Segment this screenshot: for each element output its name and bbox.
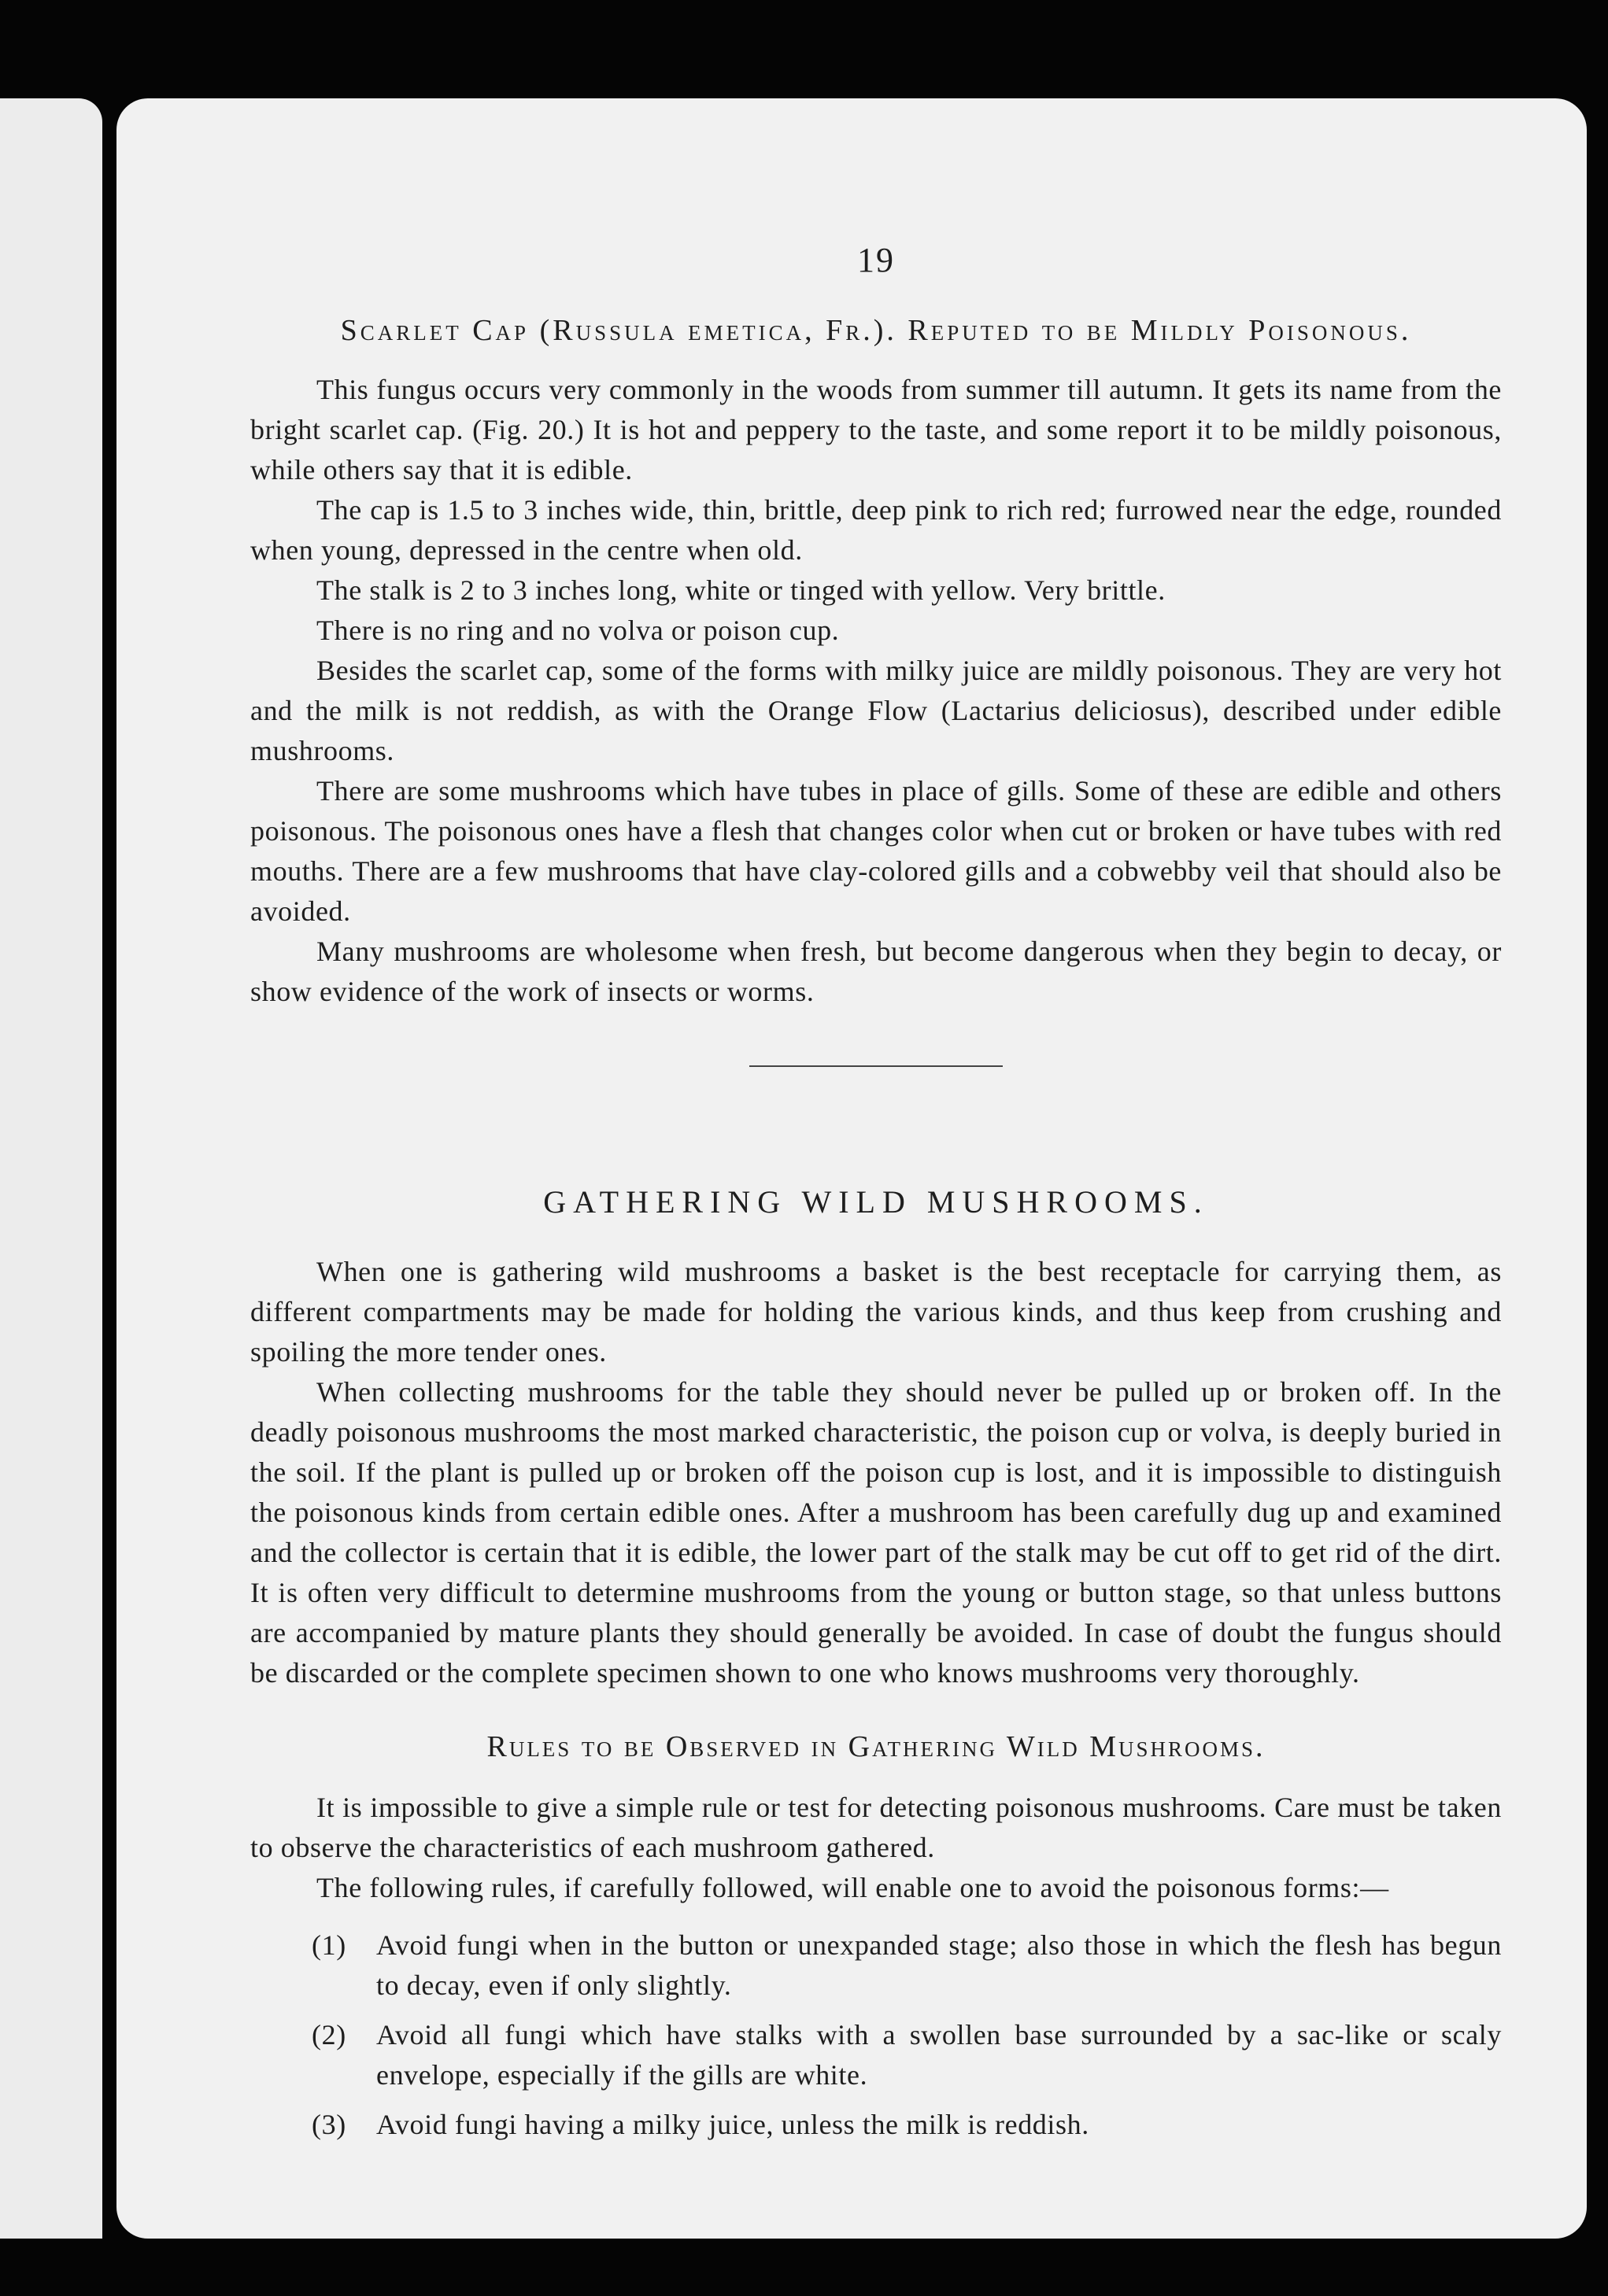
rules-paragraph-1: It is impossible to give a simple rule or test for detecting poisonous mushrooms. Care must be taken to observe the characteristics of each mushroom gathered. xyxy=(250,1792,1502,1863)
gathering-paragraph-2: When collecting mushrooms for the table they should never be pulled up or broken off. In the deadly poisonous mushrooms the most marked characteristic, the poison cup or volva, is deeply buried in the soil. If the plant is pulled up or broken off the poison cup is lost, and it is impossible to distinguish the poisonous kinds from certain edible ones. After a mushroom has been carefully dug up and examined and the collector is certain that it is edible, the lower part of the stalk may be cut off to get rid of the dirt. It is often very difficult to determine mushrooms from the young or button stage, so that unless buttons are accompanied by mature plants they should generally be avoided. In case of doubt the fungus should be discarded or the complete specimen shown to one who knows mushrooms very thoroughly. xyxy=(250,1376,1502,1689)
rule-item xyxy=(250,2105,1502,2145)
rule-text: Avoid fungi when in the button or unexpanded stage; also those in which the flesh has begun to decay, even if only slightly. xyxy=(376,1929,1502,2001)
section-divider xyxy=(749,1065,1003,1067)
scarlet-cap-heading: Scarlet Cap (Russula emetica, Fr.). Reputed to be Mildly Poisonous. xyxy=(340,314,1412,347)
rules-heading: Rules to be Observed in Gathering Wild Mushrooms. xyxy=(486,1730,1266,1763)
rule-text: Avoid fungi having a milky juice, unless the milk is reddish. xyxy=(376,2109,1089,2140)
rule-number: (1) xyxy=(312,1929,346,1961)
rules-list xyxy=(250,1925,1502,2145)
scarlet-paragraph-4: There is no ring and no volva or poison cup. xyxy=(316,615,840,646)
rule-number: (2) xyxy=(312,2019,346,2051)
rule-number: (3) xyxy=(312,2109,346,2140)
page xyxy=(116,98,1587,2239)
scarlet-paragraph-3: The stalk is 2 to 3 inches long, white or tinged with yellow. Very brittle. xyxy=(316,574,1166,606)
scarlet-paragraph-7: Many mushrooms are wholesome when fresh, but become dangerous when they begin to decay, or show evidence of the work of insects or worms. xyxy=(250,936,1502,1007)
gathering-heading: GATHERING WILD MUSHROOMS. xyxy=(543,1184,1209,1220)
rule-item xyxy=(250,1925,1502,2006)
scarlet-paragraph-6: There are some mushrooms which have tubes in place of gills. Some of these are edible and others poisonous. The poisonous ones have a flesh that changes color when cut or broken or have tubes with red mouths. There are a few mushrooms that have clay-colored gills and a cobwebby veil that should also be avoided. xyxy=(250,775,1502,927)
scarlet-paragraph-1: This fungus occurs very commonly in the woods from summer till autumn. It gets its name from the bright scarlet cap. (Fig. 20.) It is hot and peppery to the taste, and some report it to be mildly poisonous, while others say that it is edible. xyxy=(250,374,1502,485)
rules-paragraph-2: The following rules, if carefully followed, will enable one to avoid the poisonous forms:— xyxy=(316,1872,1389,1903)
facing-page-edge xyxy=(0,98,102,2239)
rule-item xyxy=(250,2015,1502,2095)
scarlet-paragraph-2: The cap is 1.5 to 3 inches wide, thin, brittle, deep pink to rich red; furrowed near the edge, rounded when young, depressed in the centre when old. xyxy=(250,494,1502,566)
page-content xyxy=(250,240,1502,2154)
rule-text: Avoid all fungi which have stalks with a swollen base surrounded by a sac-like or scaly envelope, especially if the gills are white. xyxy=(376,2019,1502,2091)
page-number: 19 xyxy=(857,241,895,279)
scarlet-paragraph-5: Besides the scarlet cap, some of the forms with milky juice are mildly poisonous. They are very hot and the milk is not reddish, as with the Orange Flow (Lactarius deliciosus), described under edible mushrooms. xyxy=(250,655,1502,766)
gathering-paragraph-1: When one is gathering wild mushrooms a basket is the best receptacle for carrying them, as different compartments may be made for holding the various kinds, and thus keep from crushing and spoiling the more tender ones. xyxy=(250,1256,1502,1368)
